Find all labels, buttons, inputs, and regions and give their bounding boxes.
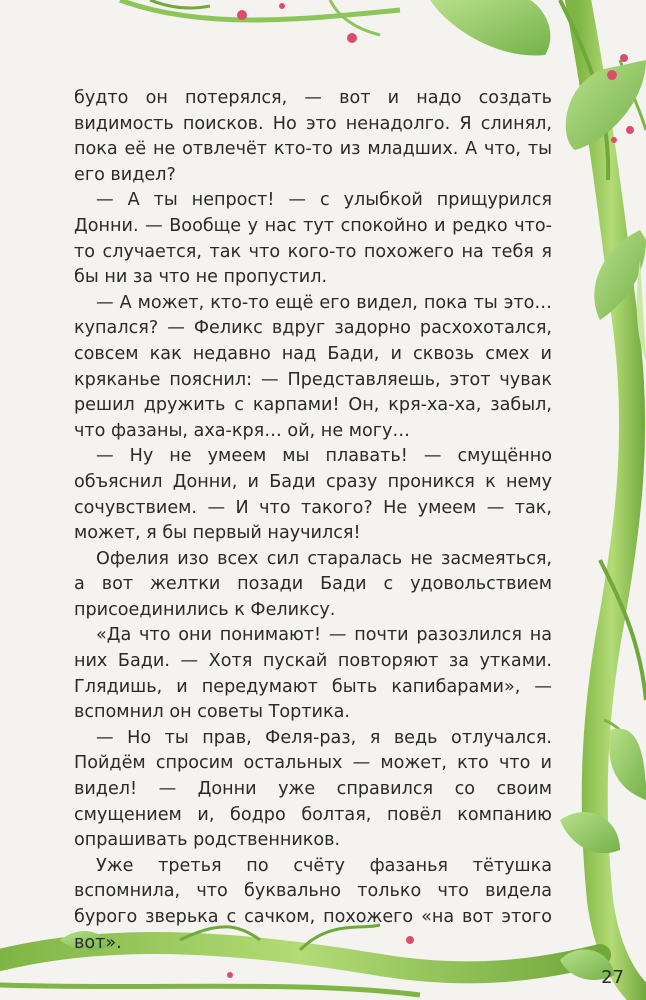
top-vine-decoration [120,0,550,56]
page-number: 27 [601,967,624,988]
paragraph: будто он потерялся, — вот и надо создать видимость поисков. Но это ненадолго. Я слинял, пока её не отвлечёт кто-то из младших. А что, ты его видел? [74,88,552,185]
paragraph: Офелия изо всех сил старалась не засмеяться, а вот желтки позади Бади с удовольствием присоединились к Феликсу. [74,548,552,620]
paragraph: — Но ты прав, Феля-раз, я ведь отлучался. Пойдём спросим остальных — может, кто что и видел! — Донни уже справился со своим смущением и, бодро болтая, повёл компанию опрашивать родственников. [74,727,552,851]
paragraph: — А может, кто-то ещё его видел, пока ты это… купался? — Феликс вдруг задорно расхохотался, совсем как недавно над Бади, и сквозь смех и кряканье пояснил: — Представляешь, этот чувак решил дружить с карпами! Он, кря-ха-ха, забыл, что фазаны, аха-кря… ой, не могу… [74,292,552,441]
paragraph: — Ну не умеем мы плавать! — смущённо объяснил Донни, и Бади сразу проникся к нему сочувствием. — И что такого? Не умеем — так, может, я бы первый научился! [74,446,552,544]
paragraph: «Да что они понимают! — почти разозлился на них Бади. — Хотя пускай повторяют за утками. Глядишь, и передумают быть капибарами», — вспомнил он советы Тортика. [74,625,552,723]
paragraph: — А ты непрост! — с улыбкой прищурился Донни. — Вообще у нас тут спокойно и редко что-то случается, так что кого-то похожего на тебя я бы ни за что не пропустил. [74,190,552,288]
right-vine-decoration [560,0,646,1000]
body-text [74,86,552,956]
paragraph: Уже третья по счёту фазанья тётушка вспомнила, что буквально только что видела бурого зверька с сачком, похожего «на вот этого вот». [74,855,552,953]
